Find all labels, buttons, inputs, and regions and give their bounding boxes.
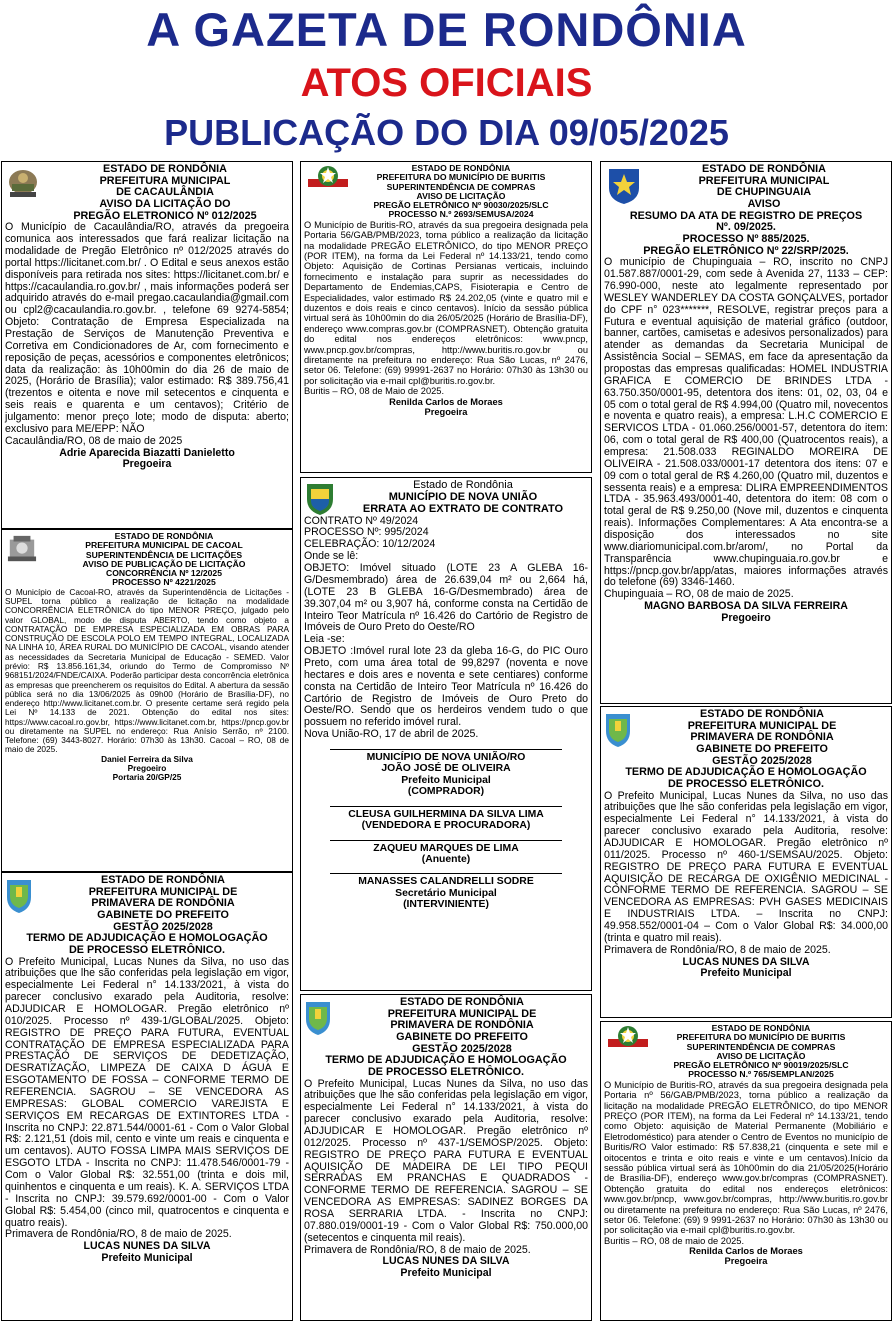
celebration-date: CELEBRAÇÃO: 10/12/2024 bbox=[304, 538, 436, 551]
signatory-name: MAGNO BARBOSA DA SILVA FERREIRA bbox=[644, 600, 848, 613]
buritis-coat-of-arms-icon bbox=[307, 165, 349, 191]
notice-header-line: GESTÃO 2025/2028 bbox=[412, 1042, 512, 1055]
signatory-role: Pregoeiro bbox=[127, 762, 167, 773]
notice-header-line: AVISO DE PUBLICAÇÃO DE LICITAÇÃO bbox=[82, 558, 246, 569]
notice-header-line: PREGÃO ELETRÔNICO Nº 90019/2025/SLC bbox=[673, 1060, 849, 1071]
notice-header-line: ESTADO DE RONDÔNIA bbox=[103, 163, 227, 175]
notice-header-line: DE PROCESSO ELETRÔNICO. bbox=[668, 777, 824, 790]
notice-header-line: PRIMAVERA DE RONDÔNIA bbox=[690, 731, 834, 744]
notice-body: O Município de Buritis-RO, através da sua pregoeira designada pela Portaria nº 56/GAB/PMB/2023, torna público a realização da licitação na modalidade PREGÃO ELETRÔNICO, do tipo MENOR PREÇO (POR ITEM), na forma da Lei Federal nº 14.133/21, tendo como Objeto: aquisição de Material Permanente (Mobiliário e Eletrodoméstico) para atender o Centro de Eventos no município de Buritis/RO Valor estimado: R$ 57.838,21 (cinquenta e sete mil e oitocentos e trinta e oito reais e vinte e um centavos).Início da sessão pública virtual será às 10h00min do dia 21/05/2025(Horário de Brasília-DF), endereço www.gov.br/compras (COMPRASNET). Obtenção gratuita do edital nos endereços eletrônicos: www.gov.br/pncp, www.gov.br/compras, http://www.buritis.ro.gov.br ou diretamente na prefeitura no endereço: Rua São Lucas, nº 2476, setor 06. Telefone: (69) 9 9991-2637 no Horário: 07h30 às 13h30 ou por solicitação via e-mail cpl@buritis.ro.gov.br. bbox=[604, 1079, 888, 1236]
notice-header-line: RESUMO DA ATA DE REGISTRO DE PREÇOS bbox=[629, 209, 863, 222]
party-role: (INTERVINIENTE) bbox=[403, 899, 489, 911]
notice-header-line: Nº. 09/2025. bbox=[716, 221, 776, 234]
chupinguaia-coat-of-arms-icon bbox=[605, 166, 643, 206]
notice-date: Buritis – RO, 08 de Maio de 2025. bbox=[304, 386, 445, 397]
signatory-role: Prefeito Municipal bbox=[700, 967, 792, 980]
notice-date: Nova União-RO, 17 de abril de 2025. bbox=[304, 728, 479, 741]
notice-header-line: AVISO bbox=[747, 197, 781, 210]
notice-header-line: ESTADO DE RONDÔNIA bbox=[101, 874, 225, 886]
notice-buritis-90019 bbox=[600, 1021, 892, 1321]
notice-header-line: PROCESSO N.º 765/SEMPLAN/2025 bbox=[688, 1069, 834, 1080]
cacoal-coat-of-arms-icon bbox=[6, 534, 38, 564]
notice-date: Primavera de Rondônia/RO, 8 de maio de 2025. bbox=[604, 943, 831, 956]
notice-header-line: ESTADO DE RONDÔNIA bbox=[114, 531, 214, 541]
notice-date: Chupinguaia – RO, 08 de maio de 2025. bbox=[604, 588, 794, 601]
signatory-name: Renilda Carlos de Moraes bbox=[689, 1246, 803, 1257]
notice-body: O município de Chupinguaia – RO, inscrito no CNPJ 01.587.887/0001-29, com sede à Avenida 27, 1133 – CEP: 76.990-000, neste ato legalmente representado por WESLEY WANDERLEY DA COSTA GONÇALVES, portador do CPF n° 023*******, RESOLVE, registrar preços para a Futura e eventual aquisição de material gráfico (outdoor, banner, cartões, camisetas e adesivos personalizados) para atender as demandas da Secretaria Municipal de Assistência Social – SEMAS, em face da apresentação da propostas das empresas qualificadas: HOMEL INDUSTRIA GRAFICA E COMERCIO DE BRINDES LTDA - 63.750.350/0001-95, detentora dos itens: 01, 02, 03, 04 e 05 com o total geral de R$ 4.994,00 (Quatro mil, novecentos e noventa e quatro reais), a empresa: L.H.C COMERCIO E SERVICOS LTDA - 01.060.256/0001-57, detentora do item: 06, com o total geral de R$ 400,00 (Quatrocentos reais), a empresa: 21.508.033 REGINALDO MOREIRA DE OLIVEIRA - 21.508.033/0001-17 detentora dos itens: 07 e 09 com o total geral de R$ 4.260,00 (Quatro mil, duzentos e sessenta reais) e a empresa: DLIRA EMPREENDIMENTOS LTDA - 35.963.493/0001-40, detentora do item: 08 com o total geral de R$ 9.250,00 (Nove mil, duzentos e cinquenta reais). Informações Complementares: A Ata encontra-se a disposição dos interessados no site www.diariomunicipal.com.br/arom/, no Portal da Transparência www.chupinguaia.ro.gov.br e https://pncp.gov.br/app/atas, maiores informações através do telefone (69) 3346-1460. bbox=[604, 256, 888, 589]
party-name: ZAQUEU MARQUES DE LIMA bbox=[373, 842, 519, 854]
notice-primavera-010 bbox=[1, 872, 293, 1321]
notice-header-line: AVISO DE LICITAÇÃO bbox=[416, 190, 506, 201]
notice-body: O Prefeito Municipal, Lucas Nunes da Silva, no uso das atribuições que lhe são conferidas pela legislação em vigor, especialmente Lei Federal n° 14.133/2021, à vista do parecer conclusivo exarado pela Auditoria, resolve: ADJUDICAR E HOMOLOGAR. Pregão eletrônico nº 011/2025. Processo nº 460-1/SEMSAU/2025. Objeto: REGISTRO DE PREÇO PARA FUTURA E EVENTUAL AQUISIÇÃO DE RECARGA DE OXIGÊNIO MEDICINAL - CONFORME TERMO DE REFERENCIA. SAGROU – SE VENCEDORA AS EMPRESAS: PVH GASES MEDICINAIS E INDUSTRIAIS LTDA. – Inscrita no CNPJ: 49.958.552/0001-04 – Com o Valor Global R$: 34.000,00 (trinta e quatro mil reais). bbox=[604, 789, 888, 944]
nova-uniao-coat-of-arms-icon bbox=[304, 481, 336, 517]
notice-header-line: PREGÃO ELETRÔNICO Nº 22/SRP/2025. bbox=[643, 244, 849, 257]
notice-header-line: PREFEITURA MUNICIPAL bbox=[698, 174, 830, 187]
notice-header-line: PROCESSO Nº 4221/2025 bbox=[112, 577, 216, 588]
notice-header-line: PREGÃO ELETRONICO Nº 012/2025 bbox=[73, 209, 257, 222]
signature-line bbox=[330, 806, 562, 807]
party-role: (Anuente) bbox=[421, 854, 471, 866]
notice-header-line: TERMO DE ADJUDICAÇÃO E HOMOLOGAÇÃO bbox=[625, 766, 867, 779]
signatory-role: Pregoeira bbox=[424, 406, 468, 417]
party-name: CLEUSA GUILHERMINA DA SILVA LIMA bbox=[348, 808, 544, 820]
notice-date: Buritis – RO, 08 de maio de 2025. bbox=[604, 1235, 745, 1246]
signatory-role: Prefeito Municipal bbox=[101, 1251, 193, 1264]
notice-header-line: DE PROCESSO ELETRÔNICO. bbox=[69, 943, 225, 956]
party-name: MANASSES CALANDRELLI SODRE bbox=[358, 876, 534, 888]
notice-body: O Município de Cacoal-RO, através da Superintendência de Licitações - SUPEL torna público a realização de licitação na modalidade CONCORRÊNCIA ELETRÔNICA do tipo MENOR PREÇO, julgado pelo valor GLOBAL, modo de disputa ABERTO, tendo como objeto a CONTRATAÇÃO DE EMPRESA ESPECIALIZADA EM OBRAS PARA CONSTRUÇÃO DE ESCOLA POLO EM TEMPO INTEGRAL, LOCALIZADA NA LINHA 10, ÁREA RURAL DO MUNICÍPIO DE CACOAL, visando atender as necessidades da Secretaria Municipal de Educação - SEMED. Valor prévio: R$ 13.856.161,34, oriundo do Termo de Compromisso Nº 968151/2024/FNDE/CAIXA. Poderão participar desta concorrência eletrônica as empresas que preencherem os requisitos do Edital. A abertura da sessão pública será no dia 13/06/2025 às 09h00 (Horário de Brasília-DF), no endereço http://www.licitanet.com.br. O presente certame será regido pela Lei Nº 14.133 de 2021. Obtenção do edital nos sites: https://www.cacoal.ro.gov.br, https://www.licitanet.com.br, https://pncp.gov.br ou diretamente na SUPEL no endereço: Rua Anísio Serrão, nº 2100. Telefone: (69) 3443-8027. Horário: 07h30 às 13h30. Cacoal – RO, 08 de maio de 2025. bbox=[5, 586, 289, 755]
notice-primavera-011 bbox=[600, 706, 892, 1018]
signatory-role: Pregoeira bbox=[122, 458, 172, 471]
notice-header-line: AVISO DE LICITAÇÃO bbox=[716, 1050, 806, 1061]
newspaper-title: A GAZETA DE RONDÔNIA bbox=[146, 3, 747, 56]
notice-header-line: DE CACAULÂNDIA bbox=[116, 186, 214, 199]
party-role: Secretário Municipal bbox=[395, 887, 497, 899]
notice-header-line: ESTADO DE RONDÔNIA bbox=[702, 163, 826, 175]
party-role: (VENDEDORA E PROCURADORA) bbox=[361, 820, 531, 832]
signature-line bbox=[330, 749, 562, 750]
notice-date: Primavera de Rondônia/RO, 8 de maio de 2025. bbox=[304, 1243, 531, 1256]
notice-header-line: PREFEITURA DO MUNICÍPIO DE BURITIS bbox=[676, 1032, 846, 1043]
process-number: PROCESSO Nº: 995/2024 bbox=[304, 526, 429, 539]
notice-header-line: MUNICÍPIO DE NOVA UNIÃO bbox=[388, 490, 538, 503]
section-title: ATOS OFICIAIS bbox=[300, 61, 593, 105]
notice-header-line: ESTADO DE RONDÔNIA bbox=[411, 163, 511, 173]
signature-line bbox=[330, 840, 562, 841]
notice-header-line: ESTADO DE RONDÔNIA bbox=[700, 708, 824, 720]
notice-header-line: PRIMAVERA DE RONDÔNIA bbox=[390, 1019, 534, 1032]
primavera-coat-of-arms-icon bbox=[303, 999, 333, 1037]
cacaulandia-coat-of-arms-icon bbox=[6, 166, 40, 200]
signatory-role: Pregoeiro bbox=[721, 611, 771, 624]
notice-header-line: Estado de Rondônia bbox=[413, 479, 513, 491]
notice-cacaulandia bbox=[1, 161, 293, 529]
notice-header-line: TERMO DE ADJUDICAÇÃO E HOMOLOGAÇÃO bbox=[26, 932, 268, 945]
notice-nova-uniao bbox=[300, 477, 592, 991]
notice-header-line: GABINETE DO PREFEITO bbox=[396, 1030, 528, 1043]
notice-header-line: PREFEITURA MUNICIPAL DE CACOAL bbox=[85, 540, 243, 551]
notice-header-line: GABINETE DO PREFEITO bbox=[696, 742, 828, 755]
primavera-coat-of-arms-icon bbox=[603, 711, 633, 749]
notice-header-line: PRIMAVERA DE RONDÔNIA bbox=[91, 897, 235, 910]
notice-header-line: PROCESSO N.º 2693/SEMUSA/2024 bbox=[388, 209, 534, 220]
notice-header-line: PROCESSO Nº 885/2025. bbox=[682, 232, 810, 245]
party-role: (COMPRADOR) bbox=[407, 786, 485, 798]
notice-header-line: PREFEITURA MUNICIPAL DE bbox=[687, 719, 837, 732]
notice-body: O Município de Cacaulândia/RO, através da pregoeira comunica aos interessados que fará realizar licitação na modalidade de Pregão Eletrônico nº 012/2025 através do portal https://licitanet.com.br/ . O Edital e seus anexos estão disponíveis para retirada nos sites: https://licitanet.com.br/ e https://cacaulandia.ro.gov.br/ , mais informações poderá ser adquirido através do e-mail pregao.cacaulandia@gmail.com ou cpl2@cacaulandia.ro.gov.br. , telefone 69 9274-5854; Objeto: Contratação de Empresa Especializada na Prestação de Serviços de Manutenção Preventiva e Corretiva em Condicionadores de Ar, com fornecimento e reposição de peças, acessórios e componentes eletrônicos; data da realização: às 10h00min do dia 26 de maio de 2025, (Horário de Brasília); valor estimado: R$ 389.756,41 (trezentos e oitenta e nove mil setecentos e cinquenta e seis reais e quarenta e um centavos); Critério de julgamento: menor preço lote; modo de disputa: aberto; exclusivo para ME/EPP: NÃO bbox=[5, 221, 289, 435]
notice-body: O Município de Buritis-RO, através da sua pregoeira designada pela Portaria 56/GAB/PMB/2023, torna público a realização da licitação na modalidade PREGÃO ELETRÔNICO, do tipo MENOR PREÇO (POR ITEM), na forma da Lei Federal nº 14.133/21, tendo como Objeto: Aquisição de Cortinas Persianas verticais, incluindo fornecimento e instalação para suprir as necessidades do Departamento de Endemias,CAPS, Fisioterapia e Centro de Especialidades, valor estimado R$ 24.202,05 (vinte e quatro mil e duzentos e dois reais e cinco centavos). Início da sessão pública virtual será às 10h00min do dia 26/05/2025 (Horário de Brasília-DF), endereço www.compras.gov.br (COMPRASNET). Obtenção gratuita do edital nos endereços eletrônicos: www.pncp, www.pncp.gov.br/compras, http://www.buritis.ro.gov.br ou diretamente na prefeitura no endereço: Rua São Lucas, nº 2476, setor 06. Telefone: (69) 99991-2637 no Horário: 07h30 às 13h30 ou por solicitação via e-mail cpl@buritis.ro.gov.br. bbox=[304, 219, 588, 386]
notice-header-line: SUPERINTENDÊNCIA DE LICITAÇÕES bbox=[85, 549, 243, 560]
signatory-name: Daniel Ferreira da Silva bbox=[101, 753, 193, 764]
notice-header-line: GESTÃO 2025/2028 bbox=[113, 920, 213, 933]
notice-header-line: TERMO DE ADJUDICAÇÃO E HOMOLOGAÇÃO bbox=[325, 1054, 567, 1067]
signatory-name: LUCAS NUNES DA SILVA bbox=[682, 955, 810, 968]
object-corrected: OBJETO :Imóvel rural lote 23 da gleba 16-G, do PIC Ouro Preto, com uma área total de 99,8297 (noventa e nove hectares e dois ares e noventa e sete centiares) conforme consta na Certidão de Inteiro Teor Matrícula nº 16.426 do Cartório de Registro de Imóveis de Ouro Preto do Oeste/RO. Sendo que os herdeiros vendem tudo o que possuem no referido imóvel rural. bbox=[304, 645, 588, 729]
errata-label-where-reads: Onde se lê: bbox=[304, 550, 359, 563]
notice-cacoal bbox=[1, 529, 293, 872]
notice-header-line: DE PROCESSO ELETRÔNICO. bbox=[368, 1065, 524, 1078]
notice-header-line: AVISO DA LICITAÇÃO DO bbox=[99, 197, 231, 210]
notice-header-line: ERRATA AO EXTRATO DE CONTRATO bbox=[362, 502, 564, 515]
notice-header-line: SUPERINTENDÊNCIA DE COMPRAS bbox=[686, 1041, 836, 1052]
notice-header-line: PREFEITURA DO MUNICÍPIO DE BURITIS bbox=[376, 172, 546, 183]
party-name: JOÃO JOSÉ DE OLIVEIRA bbox=[381, 763, 511, 775]
notice-header-line: GESTÃO 2025/2028 bbox=[712, 754, 812, 767]
notice-header-line: DE CHUPINGUAIA bbox=[716, 186, 812, 199]
notice-chupinguaia bbox=[600, 161, 892, 704]
notice-buritis-90030 bbox=[300, 161, 592, 473]
notice-header-line: CONCORRÊNCIA Nº 12/2025 bbox=[105, 568, 222, 579]
notice-body: O Prefeito Municipal, Lucas Nunes da Silva, no uso das atribuições que lhe são conferidas pela legislação em vigor, especialmente Lei Federal n° 14.133/2021, à vista do parecer conclusivo exarado pela Auditoria, resolve: ADJUDICAR E HOMOLOGAR. Pregão eletrônico nº 012/2025. Processo nº 437-1/SEMOSP/2025. Objeto: REGISTRO DE PREÇO PARA FUTURA E EVENTUAL AQUISIÇÃO DE MADEIRA DE LEI TIPO PEQUI SERRADAS EM PRANCHAS E QUADRADOS - CONFORME TERMO DE REFERENCIA. SAGROU – SE VENCEDORA AS EMPRESAS: SADINEZ BORGES DA ROSA SERRARIA LTDA. - Inscrita no CNPJ: 07.880.019/0001-19 - Com o Valor Global R$: 750.000,00 (setecentos e cinquenta mil reais). bbox=[304, 1077, 588, 1244]
object-original: OBJETO: Imóvel situado (LOTE 23 A GLEBA 16-G/Desmembrado) área de 26.639,04 m² ou 2,664 há, (LOTE 23 B GLEBA 16-G/Desmembrado) área de 39.307,04 m² ou 3,907 há, conforme consta na Certidão de Inteiro Teor Matrícula nº 16.426 do Cartório de Registro de Imóveis de Ouro Preto do Oeste/RO bbox=[304, 562, 588, 634]
notice-header-line: PREFEITURA MUNICIPAL bbox=[99, 174, 231, 187]
signatory-role: Pregoeira bbox=[724, 1256, 768, 1267]
signatory-role: Prefeito Municipal bbox=[400, 1267, 492, 1280]
signatory-name: LUCAS NUNES DA SILVA bbox=[382, 1255, 510, 1268]
notice-header-line: ESTADO DE RONDÔNIA bbox=[400, 996, 524, 1008]
notice-header-line: GABINETE DO PREFEITO bbox=[97, 908, 229, 921]
party-role: Prefeito Municipal bbox=[401, 774, 491, 786]
notice-date: Cacaulândia/RO, 08 de maio de 2025 bbox=[5, 434, 183, 447]
notice-header-line: SUPERINTENDÊNCIA DE COMPRAS bbox=[386, 181, 536, 192]
notice-header-line: PREGÃO ELETRÔNICO Nº 90030/2025/SLC bbox=[373, 200, 549, 211]
notice-header-line: PREFEITURA MUNICIPAL DE bbox=[387, 1007, 537, 1020]
notice-header-line: PREFEITURA MUNICIPAL DE bbox=[88, 885, 238, 898]
publication-date: PUBLICAÇÃO DO DIA 09/05/2025 bbox=[164, 112, 729, 153]
party-name: MUNICÍPIO DE NOVA UNIÃO/RO bbox=[366, 751, 526, 763]
signatory-ordinance: Portaria 20/GP/25 bbox=[112, 772, 182, 782]
contract-number: CONTRATO Nº 49/2024 bbox=[304, 514, 419, 527]
errata-label-read: Leia -se: bbox=[304, 633, 345, 646]
signatory-name: LUCAS NUNES DA SILVA bbox=[83, 1240, 211, 1253]
signature-line bbox=[330, 873, 562, 874]
notice-primavera-012 bbox=[300, 994, 592, 1321]
notice-header-line: ESTADO DE RONDÔNIA bbox=[711, 1023, 811, 1033]
signatory-name: Renilda Carlos de Moraes bbox=[389, 396, 503, 407]
buritis-coat-of-arms-icon bbox=[607, 1025, 649, 1051]
primavera-coat-of-arms-icon bbox=[4, 877, 34, 915]
notice-body: O Prefeito Municipal, Lucas Nunes da Silva, no uso das atribuições que lhe são conferidas pela legislação em vigor, especialmente Lei Federal n° 14.133/2021, à vista do parecer conclusivo exarado pela Auditoria, resolve: ADJUDICAR E HOMOLOGAR. Pregão eletrônico nº 010/2025. Processo nº 439-1/GLOBAL/2025. Objeto: REGISTRO DE PREÇO PARA FUTURA, EVENTUAL CONTRATAÇÃO DE EMPRESA ESPECIALIZADA PARA PRESTAÇÃO DE SERVIÇOS DE DEDETIZAÇÃO, DESRATIZAÇÃO, LIMPEZA DE CAIXA D ÁGUA E ESGOTAMENTO DE FOSSA – CONFORME TERMO DE REFERENCIA. SAGROU – SE VENCEDORA AS EMPRESAS: GLOBAL COMERCIO VAREJISTA E SERVIÇOS EM RECARGAS DE EXTINTORES LTDA - Inscrita no CNPJ: 22.871.544/0001-61 - Com o Valor Global R$: 2.121,51 (dois mil, cento e vinte um reais e cinquenta e um centavos). AUTO FOSSA LIMPA MAIS SERVIÇOS DE ESGOTO LTDA - Inscrita no CNPJ: 11.478.546/0001-79 - Com o Valor Global R$: 32.551,00 (trinta e dois mil, quinhentos e cinquenta e um reais). K. A. SERVIÇOS LTDA - Inscrita no CNPJ: 39.579.692/0001-00 - Com o Valor Global R$: 5.454,00 (cinco mil, quatrocentos e cinquenta e quatro reais). bbox=[5, 955, 289, 1229]
notice-date: Primavera de Rondônia/RO, 8 de maio de 2025. bbox=[5, 1228, 232, 1241]
signatory-name: Adrie Aparecida Biazatti Danieletto bbox=[59, 446, 235, 459]
